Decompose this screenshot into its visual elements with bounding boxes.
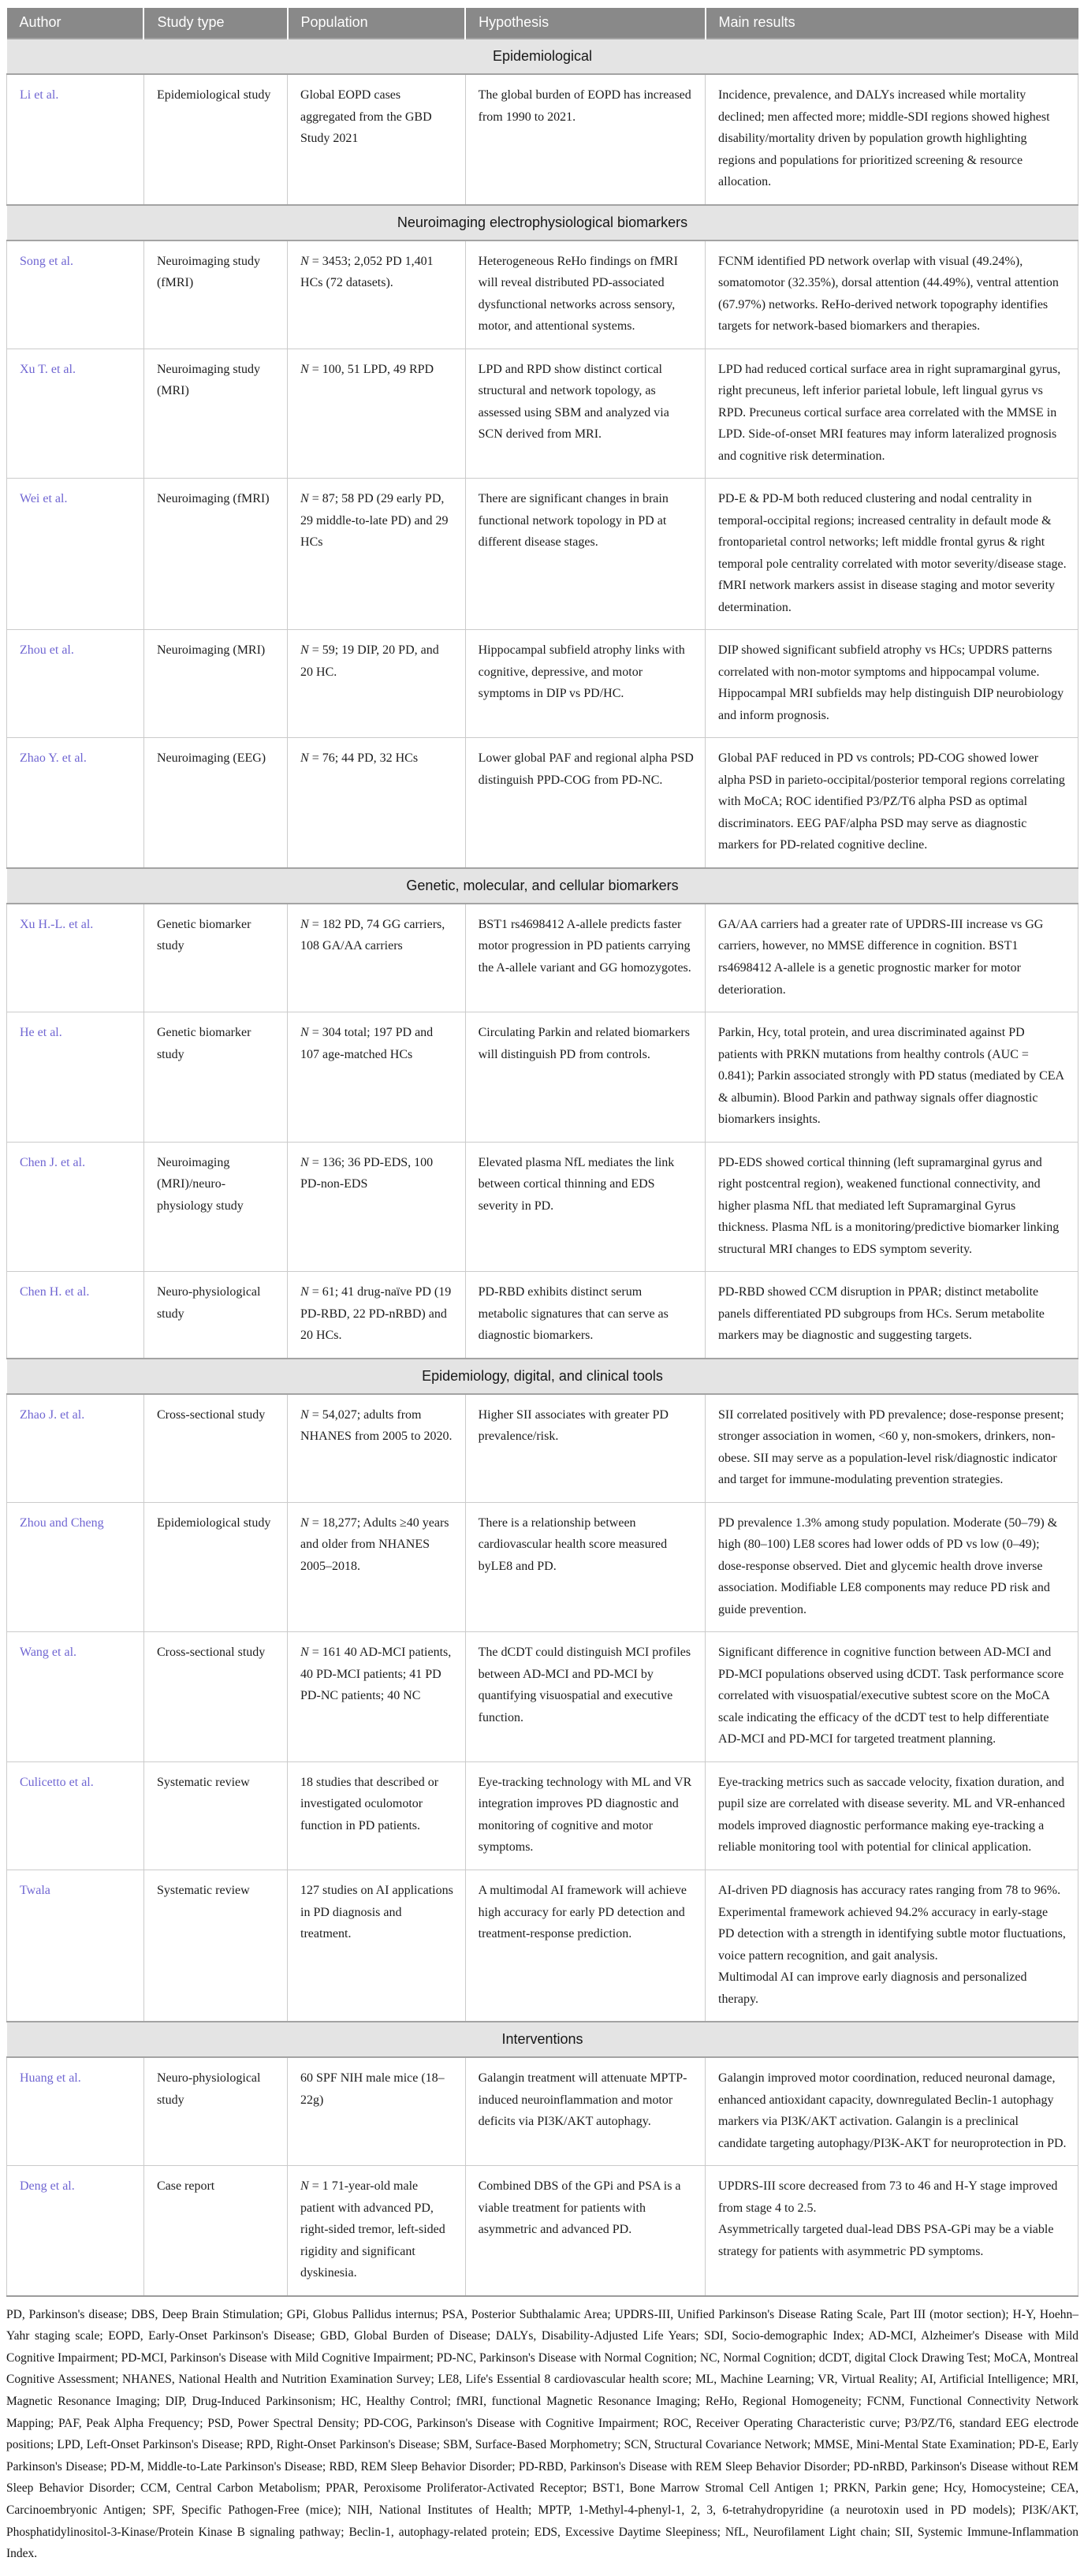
result-paragraph: Multimodal AI can improve early diagnosis and personalized therapy. — [718, 1970, 1027, 2006]
table-header — [7, 8, 1078, 39]
population-cell: N = 161 40 AD-MCI patients, 40 PD-MCI patients; 41 PD PD-NC patients; 40 NC — [288, 1632, 466, 1762]
study-row — [7, 479, 1078, 630]
hypothesis-cell: There is a relationship between cardiovascular health score measured byLE8 and PD. — [465, 1502, 705, 1632]
column-header-author: Author — [7, 8, 144, 39]
hypothesis-cell: Combined DBS of the GPi and PSA is a viable treatment for patients with asymmetric and advanced PD. — [465, 2166, 705, 2296]
population-cell: N = 87; 58 PD (29 early PD, 29 middle-to-late PD) and 29 HCs — [288, 479, 466, 630]
result-paragraph: AI-driven PD diagnosis has accuracy rates ranging from 78 to 96%. Experimental framework achieved 94.2% accuracy in early-stage PD detection with a strength in identifying subtle motor fluctuations, voice pattern recognition, and gait analysis. — [718, 1884, 1066, 1963]
author-link[interactable]: Wei et al. — [20, 492, 68, 506]
author-cell — [7, 630, 144, 738]
main-results-cell: DIP showed significant subfield atrophy vs HCs; UPDRS patterns correlated with non-motor symptoms and hippocampal volume. Hippocampal MRI subfields may help distinguish DIP neurobiology and inform prognosis. — [706, 630, 1078, 738]
study-type-cell: Neuroimaging study (MRI) — [143, 349, 287, 479]
study-type-cell: Systematic review — [143, 1870, 287, 2022]
study-row — [7, 240, 1078, 349]
study-row — [7, 1272, 1078, 1359]
author-cell — [7, 240, 144, 349]
study-type-cell: Cross-sectional study — [143, 1632, 287, 1762]
author-link[interactable]: Wang et al. — [20, 1646, 77, 1660]
study-type-cell: Neuroimaging (MRI) — [143, 630, 287, 738]
population-cell: Global EOPD cases aggregated from the GBD Study 2021 — [288, 74, 466, 205]
population-cell: 18 studies that described or investigated oculomotor function in PD patients. — [288, 1761, 466, 1870]
hypothesis-cell: Heterogeneous ReHo findings on fMRI will reveal distributed PD-associated dysfunctional networks across sensory, motor, and attentional systems. — [465, 240, 705, 349]
study-row — [7, 74, 1078, 205]
column-header-main-results: Main results — [706, 8, 1078, 39]
main-results-cell: Global PAF reduced in PD vs controls; PD-COG showed lower alpha PSD in parieto-occipital/posterior temporal regions correlating with MoCA; ROC identified P3/PZ/T6 alpha PSD as optimal discriminators. EEG PAF/alpha PSD may serve as diagnostic markers for PD-related cognitive decline. — [706, 738, 1078, 868]
main-results-cell: LPD had reduced cortical surface area in right supramarginal gyrus, right precuneus, left inferior parietal lobule, left lingual gyrus vs RPD. Precuneus cortical surface area correlated with the MMSE in LPD. Side-of-onset MRI features may inform lateralized prognosis and cognitive risk determination. — [706, 349, 1078, 479]
author-link[interactable]: Li et al. — [20, 88, 59, 102]
main-results-cell: PD-E & PD-M both reduced clustering and nodal centrality in temporal-occipital regions; increased centrality in default mode & frontoparietal control networks; left middle frontal gyrus & right temporal pole centrality correlated with motor severity/disease stage. fMRI network markers assist in disease staging and motor severity determination. — [706, 479, 1078, 630]
author-cell — [7, 2057, 144, 2166]
hypothesis-cell: BST1 rs4698412 A-allele predicts faster motor progression in PD patients carrying the A-allele variant and GG homozygotes. — [465, 904, 705, 1012]
population-cell: N = 3453; 2,052 PD 1,401 HCs (72 datasets). — [288, 240, 466, 349]
study-row — [7, 1142, 1078, 1272]
hypothesis-cell: Circulating Parkin and related biomarkers will distinguish PD from controls. — [465, 1012, 705, 1143]
author-link[interactable]: Deng et al. — [20, 2179, 75, 2194]
study-type-cell: Neuroimaging (MRI)/neuro-physiology study — [143, 1142, 287, 1272]
abbreviations-footnote: PD, Parkinson's disease; DBS, Deep Brain Stimulation; GPi, Globus Pallidus internus; PSA, Posterior Subthalamic Area; UPDRS-III, Unified Parkinson's Disease Rating Scale, Part III (motor section); H-Y, Hoehn–Yahr staging scale; EOPD, Early-Onset Parkinson's Disease; GBD, Global Burden of Disease; DALYs, Disability-Adjusted Life Years; SDI, Socio-demographic Index; AD-MCI, Alzheimer's Disease with Mild Cognitive Impairment; PD-MCI, Parkinson's Disease with Mild Cognitive Impairment; PD-NC, Parkinson's Disease with Normal Cognition; NC, Normal Cognition; dCDT, digital Clock Drawing Test; MoCA, Montreal Cognitive Assessment; NHANES, National Health and Nutrition Examination Survey; LE8, Life's Essential 8 cardiovascular health score; ML, Machine Learning; VR, Virtual Reality; AI, Artificial Intelligence; MRI, Magnetic Resonance Imaging; DIP, Drug-Induced Parkinsonism; HC, Healthy Control; fMRI, functional Magnetic Resonance Imaging; ReHo, Regional Homogeneity; FCNM, Functional Connectivity Network Mapping; PAF, Peak Alpha Frequency; PSD, Power Spectral Density; PD-COG, Parkinson's Disease with Cognitive Impairment; ROC, Receiver Operating Characteristic curve; P3/PZ/T6, standard EEG electrode positions; LPD, Left-Onset Parkinson's Disease; RPD, Right-Onset Parkinson's Disease; SBM, Surface-Based Morphometry; SCN, Structural Covariance Network; MMSE, Mini-Mental State Examination; PD-E, Early Parkinson's Disease; PD-M, Middle-to-Late Parkinson's Disease; RBD, REM Sleep Behavior Disorder; PD-RBD, Parkinson's Disease with REM Sleep Behavior Disorder; PD-nRBD, Parkinson's Disease without REM Sleep Behavior Disorder; CCM, Central Carbon Metabolism; PPAR, Peroxisome Proliferator-Activated Receptor; BST1, Bone Marrow Stromal Cell Antigen 1; PRKN, Parkin gene; Hcy, Homocysteine; CEA, Carcinoembryonic Antigen; SPF, Specific Pathogen-Free (mice); NIH, National Institutes of Health; MPTP, 1-Methyl-4-phenyl-1, 2, 3, 6-tetrahydropyridine (a neurotoxin used in PD models); PI3K/AKT, Phosphatidylinositol-3-Kinase/Protein Kinase B signaling pathway; Beclin-1, autophagy-related protein; EDS, Excessive Daytime Sleepiness; NfL, Neurofilament Light chain; SII, Systemic Immune-Inflammation Index. — [6, 2307, 1078, 2561]
study-row — [7, 1394, 1078, 1503]
section-title: Genetic, molecular, and cellular biomarkers — [7, 868, 1078, 904]
study-type-cell: Neuro-physiological study — [143, 1272, 287, 1359]
study-row — [7, 2057, 1078, 2166]
author-cell — [7, 1142, 144, 1272]
main-results-cell — [706, 1870, 1078, 2022]
main-results-cell: PD-RBD showed CCM disruption in PPAR; distinct metabolite panels differentiated PD subgroups from HCs. Serum metabolite markers may be diagnostic and suggesting targets. — [706, 1272, 1078, 1359]
hypothesis-cell: Galangin treatment will attenuate MPTP-induced neuroinflammation and motor deficits via PI3K/AKT autophagy. — [465, 2057, 705, 2166]
author-cell — [7, 1870, 144, 2022]
main-results-cell: FCNM identified PD network overlap with visual (49.24%), somatomotor (32.35%), dorsal attention (44.49%), ventral attention (67.97%) networks. ReHo-derived network topography identifies targets for network-based biomarkers and therapies. — [706, 240, 1078, 349]
hypothesis-cell: Higher SII associates with greater PD prevalence/risk. — [465, 1394, 705, 1503]
population-cell: N = 18,277; Adults ≥40 years and older from NHANES 2005–2018. — [288, 1502, 466, 1632]
result-paragraph: Asymmetrically targeted dual-lead DBS PSA-GPi may be a viable strategy for patients with asymmetric PD symptoms. — [718, 2223, 1054, 2258]
author-cell — [7, 1012, 144, 1143]
hypothesis-cell: The global burden of EOPD has increased from 1990 to 2021. — [465, 74, 705, 205]
author-cell — [7, 2166, 144, 2296]
study-row — [7, 1761, 1078, 1870]
study-type-cell: Epidemiological study — [143, 74, 287, 205]
column-header-hypothesis: Hypothesis — [465, 8, 705, 39]
main-results-cell: Incidence, prevalence, and DALYs increased while mortality declined; men affected more; middle-SDI regions showed highest disability/mortality driven by population growth highlighting regions and populations for prioritized screening & resource allocation. — [706, 74, 1078, 205]
result-paragraph: UPDRS-III score decreased from 73 to 46 and H-Y stage improved from stage 4 to 2.5. — [718, 2179, 1058, 2215]
population-cell: N = 136; 36 PD-EDS, 100 PD-non-EDS — [288, 1142, 466, 1272]
study-type-cell: Systematic review — [143, 1761, 287, 1870]
population-cell: N = 182 PD, 74 GG carriers, 108 GA/AA carriers — [288, 904, 466, 1012]
section-title: Interventions — [7, 2022, 1078, 2057]
author-cell — [7, 74, 144, 205]
study-type-cell: Cross-sectional study — [143, 1394, 287, 1503]
hypothesis-cell: Hippocampal subfield atrophy links with cognitive, depressive, and motor symptoms in DIP vs PD/HC. — [465, 630, 705, 738]
main-results-cell: Eye-tracking metrics such as saccade velocity, fixation duration, and pupil size are correlated with disease severity. ML and VR-enhanced models improved diagnostic performance making eye-tracking a reliable monitoring tool with potential for clinical application. — [706, 1761, 1078, 1870]
study-type-cell: Genetic biomarker study — [143, 904, 287, 1012]
author-link[interactable]: Huang et al. — [20, 2071, 81, 2086]
section-title: Epidemiological — [7, 39, 1078, 74]
hypothesis-cell: Lower global PAF and regional alpha PSD distinguish PPD-COG from PD-NC. — [465, 738, 705, 868]
main-results-cell: Parkin, Hcy, total protein, and urea discriminated against PD patients with PRKN mutations from healthy controls (AUC = 0.841); Parkin associated strongly with PD status (mediated by CEA & albumin). Blood Parkin and pathway signals offer diagnostic biomarkers insights. — [706, 1012, 1078, 1143]
study-row — [7, 349, 1078, 479]
author-link[interactable]: Zhou and Cheng — [20, 1515, 104, 1530]
author-cell — [7, 479, 144, 630]
author-cell — [7, 1502, 144, 1632]
main-results-cell — [706, 2166, 1078, 2296]
hypothesis-cell: PD-RBD exhibits distinct serum metabolic signatures that can serve as diagnostic biomarkers. — [465, 1272, 705, 1359]
hypothesis-cell: Eye-tracking technology with ML and VR integration improves PD diagnostic and monitoring of cognitive and motor symptoms. — [465, 1761, 705, 1870]
author-link[interactable]: Chen H. et al. — [20, 1285, 90, 1299]
study-row — [7, 1502, 1078, 1632]
main-results-cell: GA/AA carriers had a greater rate of UPDRS-III increase vs GG carriers, however, no MMSE difference in cognition. BST1 rs4698412 A-allele is a genetic prognostic marker for motor deterioration. — [706, 904, 1078, 1012]
population-cell: N = 1 71-year-old male patient with advanced PD, right-sided tremor, left-sided rigidity and significant dyskinesia. — [288, 2166, 466, 2296]
population-cell: N = 61; 41 drug-naïve PD (19 PD-RBD, 22 PD-nRBD) and 20 HCs. — [288, 1272, 466, 1359]
main-results-cell: PD-EDS showed cortical thinning (left supramarginal gyrus and right postcentral region), weakened functional connectivity, and higher plasma NfL that mediated left Supramarginal Gyrus thickness. Plasma NfL is a monitoring/predictive biomarker linking structural MRI changes to EDS symptom severity. — [706, 1142, 1078, 1272]
author-link[interactable]: Xu T. et al. — [20, 362, 76, 376]
author-cell — [7, 1394, 144, 1503]
population-cell: N = 304 total; 197 PD and 107 age-matched HCs — [288, 1012, 466, 1143]
study-row — [7, 1870, 1078, 2022]
author-link[interactable]: Song et al. — [20, 254, 73, 268]
section-row-interventions — [7, 2022, 1078, 2057]
author-cell — [7, 1632, 144, 1762]
section-title: Epidemiology, digital, and clinical tools — [7, 1359, 1078, 1394]
main-results-cell: Significant difference in cognitive function between AD-MCI and PD-MCI populations observed using dCDT. Task performance score correlated with visuospatial/executive subtest score on the MoCA scale indicating the efficacy of the dCDT test to help differentiate AD-MCI and PD-MCI for targeted treatment planning. — [706, 1632, 1078, 1762]
population-cell: 127 studies on AI applications in PD diagnosis and treatment. — [288, 1870, 466, 2022]
study-row — [7, 1632, 1078, 1762]
hypothesis-cell: LPD and RPD show distinct cortical structural and network topology, as assessed using SBM and analyzed via SCN derived from MRI. — [465, 349, 705, 479]
column-header-study-type: Study type — [143, 8, 287, 39]
section-row-genetic-molecular-and-cellular-biomarkers — [7, 868, 1078, 904]
hypothesis-cell: A multimodal AI framework will achieve high accuracy for early PD detection and treatment-response prediction. — [465, 1870, 705, 2022]
population-cell: N = 100, 51 LPD, 49 RPD — [288, 349, 466, 479]
study-type-cell: Case report — [143, 2166, 287, 2296]
study-row — [7, 1012, 1078, 1143]
author-link[interactable]: Xu H.-L. et al. — [20, 917, 94, 931]
section-row-epidemiological — [7, 39, 1078, 74]
author-cell — [7, 904, 144, 1012]
study-type-cell: Neuroimaging (EEG) — [143, 738, 287, 868]
main-results-cell: PD prevalence 1.3% among study population. Moderate (50–79) & high (80–100) LE8 scores had lower odds of PD vs low (0–49); dose-response observed. Diet and glycemic health drove inverse association. Modifiable LE8 components may reduce PD risk and guide prevention. — [706, 1502, 1078, 1632]
population-cell: N = 54,027; adults from NHANES from 2005 to 2020. — [288, 1394, 466, 1503]
study-type-cell: Genetic biomarker study — [143, 1012, 287, 1143]
author-link[interactable]: Zhao J. et al. — [20, 1407, 85, 1422]
author-link[interactable]: Zhao Y. et al. — [20, 751, 87, 766]
studies-table — [6, 8, 1078, 2297]
study-type-cell: Neuroimaging (fMRI) — [143, 479, 287, 630]
study-type-cell: Neuro-physiological study — [143, 2057, 287, 2166]
author-link[interactable]: Zhou et al. — [20, 643, 74, 658]
section-row-neuroimaging-electrophysiological-biomarkers — [7, 205, 1078, 240]
author-link[interactable]: He et al. — [20, 1026, 62, 1040]
author-link[interactable]: Culicetto et al. — [20, 1775, 94, 1789]
population-cell: N = 59; 19 DIP, 20 PD, and 20 HC. — [288, 630, 466, 738]
population-cell: 60 SPF NIH male mice (18–22g) — [288, 2057, 466, 2166]
study-row — [7, 630, 1078, 738]
study-type-cell: Neuroimaging study (fMRI) — [143, 240, 287, 349]
column-header-population: Population — [288, 8, 466, 39]
main-results-cell: SII correlated positively with PD prevalence; dose-response present; stronger association in women, <60 y, non-smokers, drinkers, non-obese. SII may serve as a population-level risk/diagnostic indicator and target for immune-modulating prevention strategies. — [706, 1394, 1078, 1503]
population-cell: N = 76; 44 PD, 32 HCs — [288, 738, 466, 868]
study-row — [7, 738, 1078, 868]
hypothesis-cell: The dCDT could distinguish MCI profiles between AD-MCI and PD-MCI by quantifying visuospatial and executive function. — [465, 1632, 705, 1762]
section-title: Neuroimaging electrophysiological biomarkers — [7, 205, 1078, 240]
author-cell — [7, 349, 144, 479]
author-cell — [7, 1761, 144, 1870]
author-link[interactable]: Chen J. et al. — [20, 1155, 86, 1169]
study-row — [7, 2166, 1078, 2296]
study-row — [7, 904, 1078, 1012]
main-results-cell: Galangin improved motor coordination, reduced neuronal damage, enhanced antioxidant capacity, downregulated Beclin-1 autophagy markers via PI3K/AKT activation. Galangin is a preclinical candidate targeting autophagy/PI3K-AKT for neuroprotection in PD. — [706, 2057, 1078, 2166]
author-link[interactable]: Twala — [20, 1884, 50, 1897]
hypothesis-cell: Elevated plasma NfL mediates the link between cortical thinning and EDS severity in PD. — [465, 1142, 705, 1272]
author-cell — [7, 738, 144, 868]
study-type-cell: Epidemiological study — [143, 1502, 287, 1632]
author-cell — [7, 1272, 144, 1359]
hypothesis-cell: There are significant changes in brain functional network topology in PD at different disease stages. — [465, 479, 705, 630]
section-row-epidemiology-digital-and-clinical-tools — [7, 1359, 1078, 1394]
